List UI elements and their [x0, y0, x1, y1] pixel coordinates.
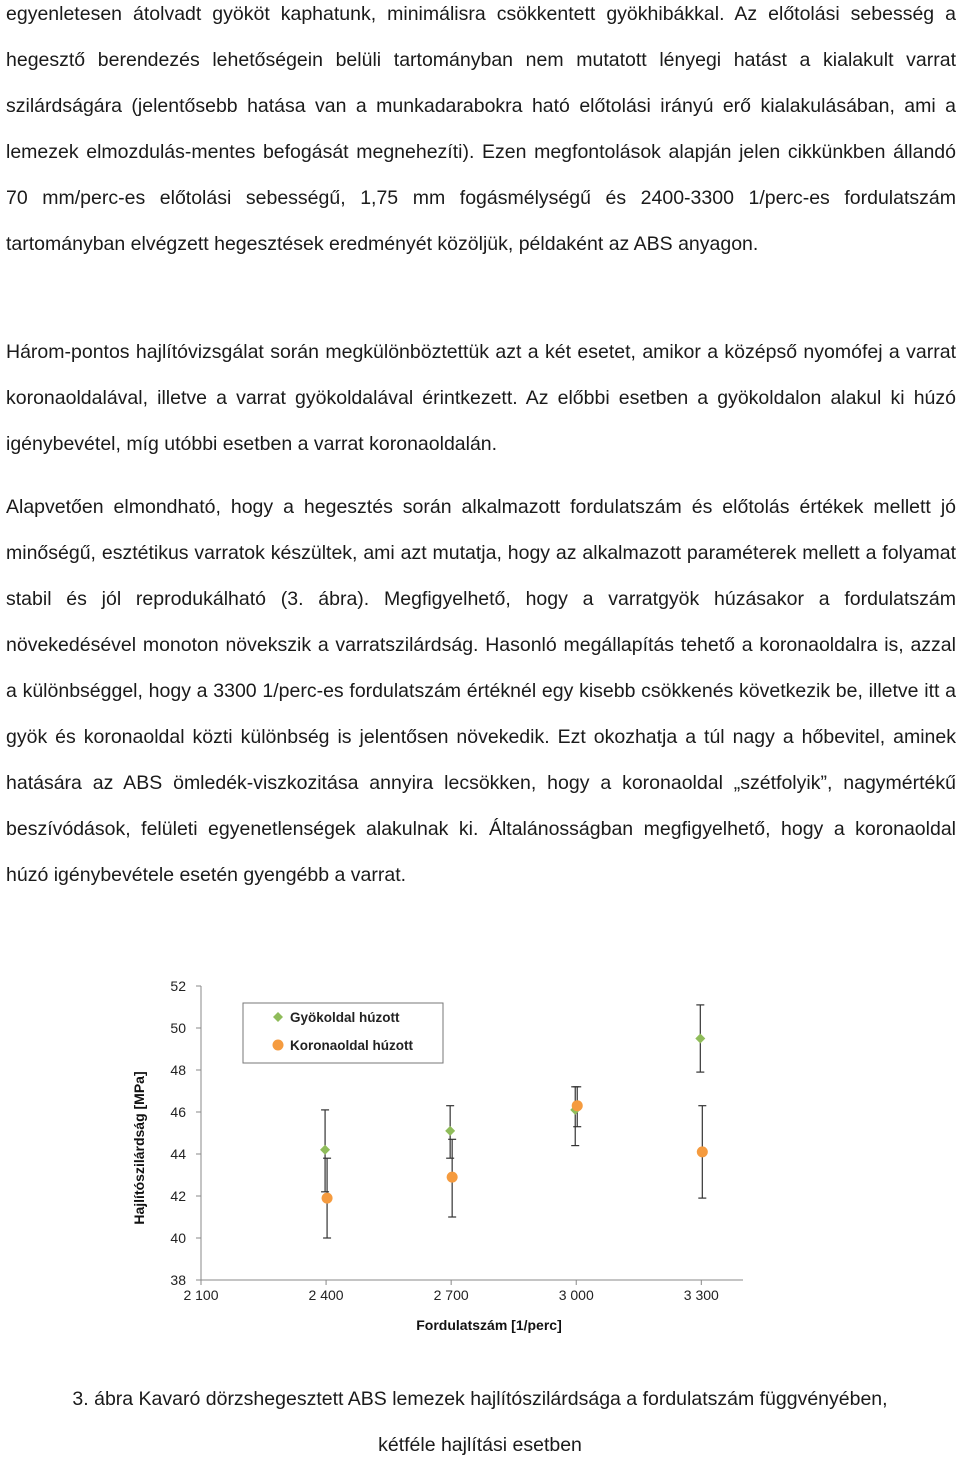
y-tick-label: 48	[170, 1062, 186, 1078]
y-tick-label: 46	[170, 1104, 186, 1120]
x-tick-label: 2 400	[308, 1287, 344, 1303]
y-tick-label: 38	[170, 1272, 186, 1288]
legend-label-gyokoldal: Gyökoldal húzott	[290, 1010, 400, 1025]
legend-label-koronaoldal: Koronaoldal húzott	[290, 1038, 413, 1053]
paragraph-3: Alapvetően elmondható, hogy a hegesztés során alkalmazott fordulatszám és előtolás értékek mellett jó minőségű, esztétikus varratok készültek, ami azt mutatja, hogy az alkalmazott paraméterek mellett a folyamat stabil és jól reprodukálható (3. ábra). Megfigyelhető, hogy a varratgyök húzásakor a fordulatszám növekedésével monoton növekszik a varratszilárdság. Hasonló megállapítás tehető a koronaoldalra is, azzal a különbséggel, hogy a 3300 1/perc-es fordulatszám értéknél egy kisebb csökkenés következik be, illetve itt a gyök és koronaoldal közti különbség is jelentősen növekedik. Ezt okozhatja a túl nagy a hőbevitel, aminek hatására az ABS ömledék-viszkozitása annyira lecsökken, hogy a koronaoldal „szétfolyik”, nagymértékű beszívódások, felületi egyenetlenségek alakulnak ki. Általánosságban megfigyelhető, hogy a koronaoldal húzó igénybevétele esetén gyengébb a varrat.	[6, 496, 956, 886]
chart-svg	[120, 965, 760, 1345]
x-tick-label: 2 100	[183, 1287, 219, 1303]
x-tick-label: 3 000	[558, 1287, 594, 1303]
y-tick-label: 42	[170, 1188, 186, 1204]
y-axis-title: Hajlítószilárdság [MPa]	[131, 1071, 147, 1225]
gyokoldal-point	[695, 1034, 705, 1044]
x-tick-label: 3 300	[683, 1287, 719, 1303]
koronaoldal-point	[447, 1172, 458, 1183]
koronaoldal-point	[572, 1100, 583, 1111]
x-axis-title: Fordulatszám [1/perc]	[416, 1317, 562, 1333]
y-tick-label: 44	[170, 1146, 186, 1162]
paragraph-1: egyenletesen átolvadt gyököt kaphatunk, minimálisra csökkentett gyökhibákkal. Az előtolási sebesség a hegesztő berendezés lehetőségein belüli tartományban nem mutatott lényegi hatást a kialakult varrat szilárdságára (jelentősebb hatása van a munkadarabokra ható előtolási irányú erő kialakulásában, ami a lemezek elmozdulás-mentes befogását megnehezíti). Ezen megfontolások alapján jelen cikkünkben állandó 70 mm/perc-es előtolási sebességű, 1,75 mm fogásmélységű és 2400-3300 1/perc-es fordulatszám tartományban elvégzett hegesztések eredményét közöljük, példaként az ABS anyagon.	[6, 3, 956, 255]
y-tick-label: 40	[170, 1230, 186, 1246]
figure-caption-line-1: 3. ábra Kavaró dörzshegesztett ABS lemezek hajlítószilárdsága a fordulatszám függvényében,	[72, 1388, 888, 1410]
x-tick-label: 2 700	[433, 1287, 469, 1303]
gyokoldal-point	[320, 1145, 330, 1155]
y-tick-label: 50	[170, 1020, 186, 1036]
koronaoldal-point	[697, 1146, 708, 1157]
koronaoldal-point	[322, 1193, 333, 1204]
figure-caption-line-2: kétféle hajlítási esetben	[378, 1434, 582, 1456]
legend-marker-koronaoldal	[273, 1040, 284, 1051]
gyokoldal-point	[445, 1126, 455, 1136]
y-tick-label: 52	[170, 978, 186, 994]
paragraph-2: Három-pontos hajlítóvizsgálat során megkülönböztettük azt a két esetet, amikor a középső nyomófej a varrat koronaoldalával, illetve a varrat gyökoldalával érintkezett. Az előbbi esetben a gyökoldalon alakul ki húzó igénybevétel, míg utóbbi esetben a varrat koronaoldalán.	[6, 341, 956, 455]
figure-3-chart	[120, 965, 760, 1345]
